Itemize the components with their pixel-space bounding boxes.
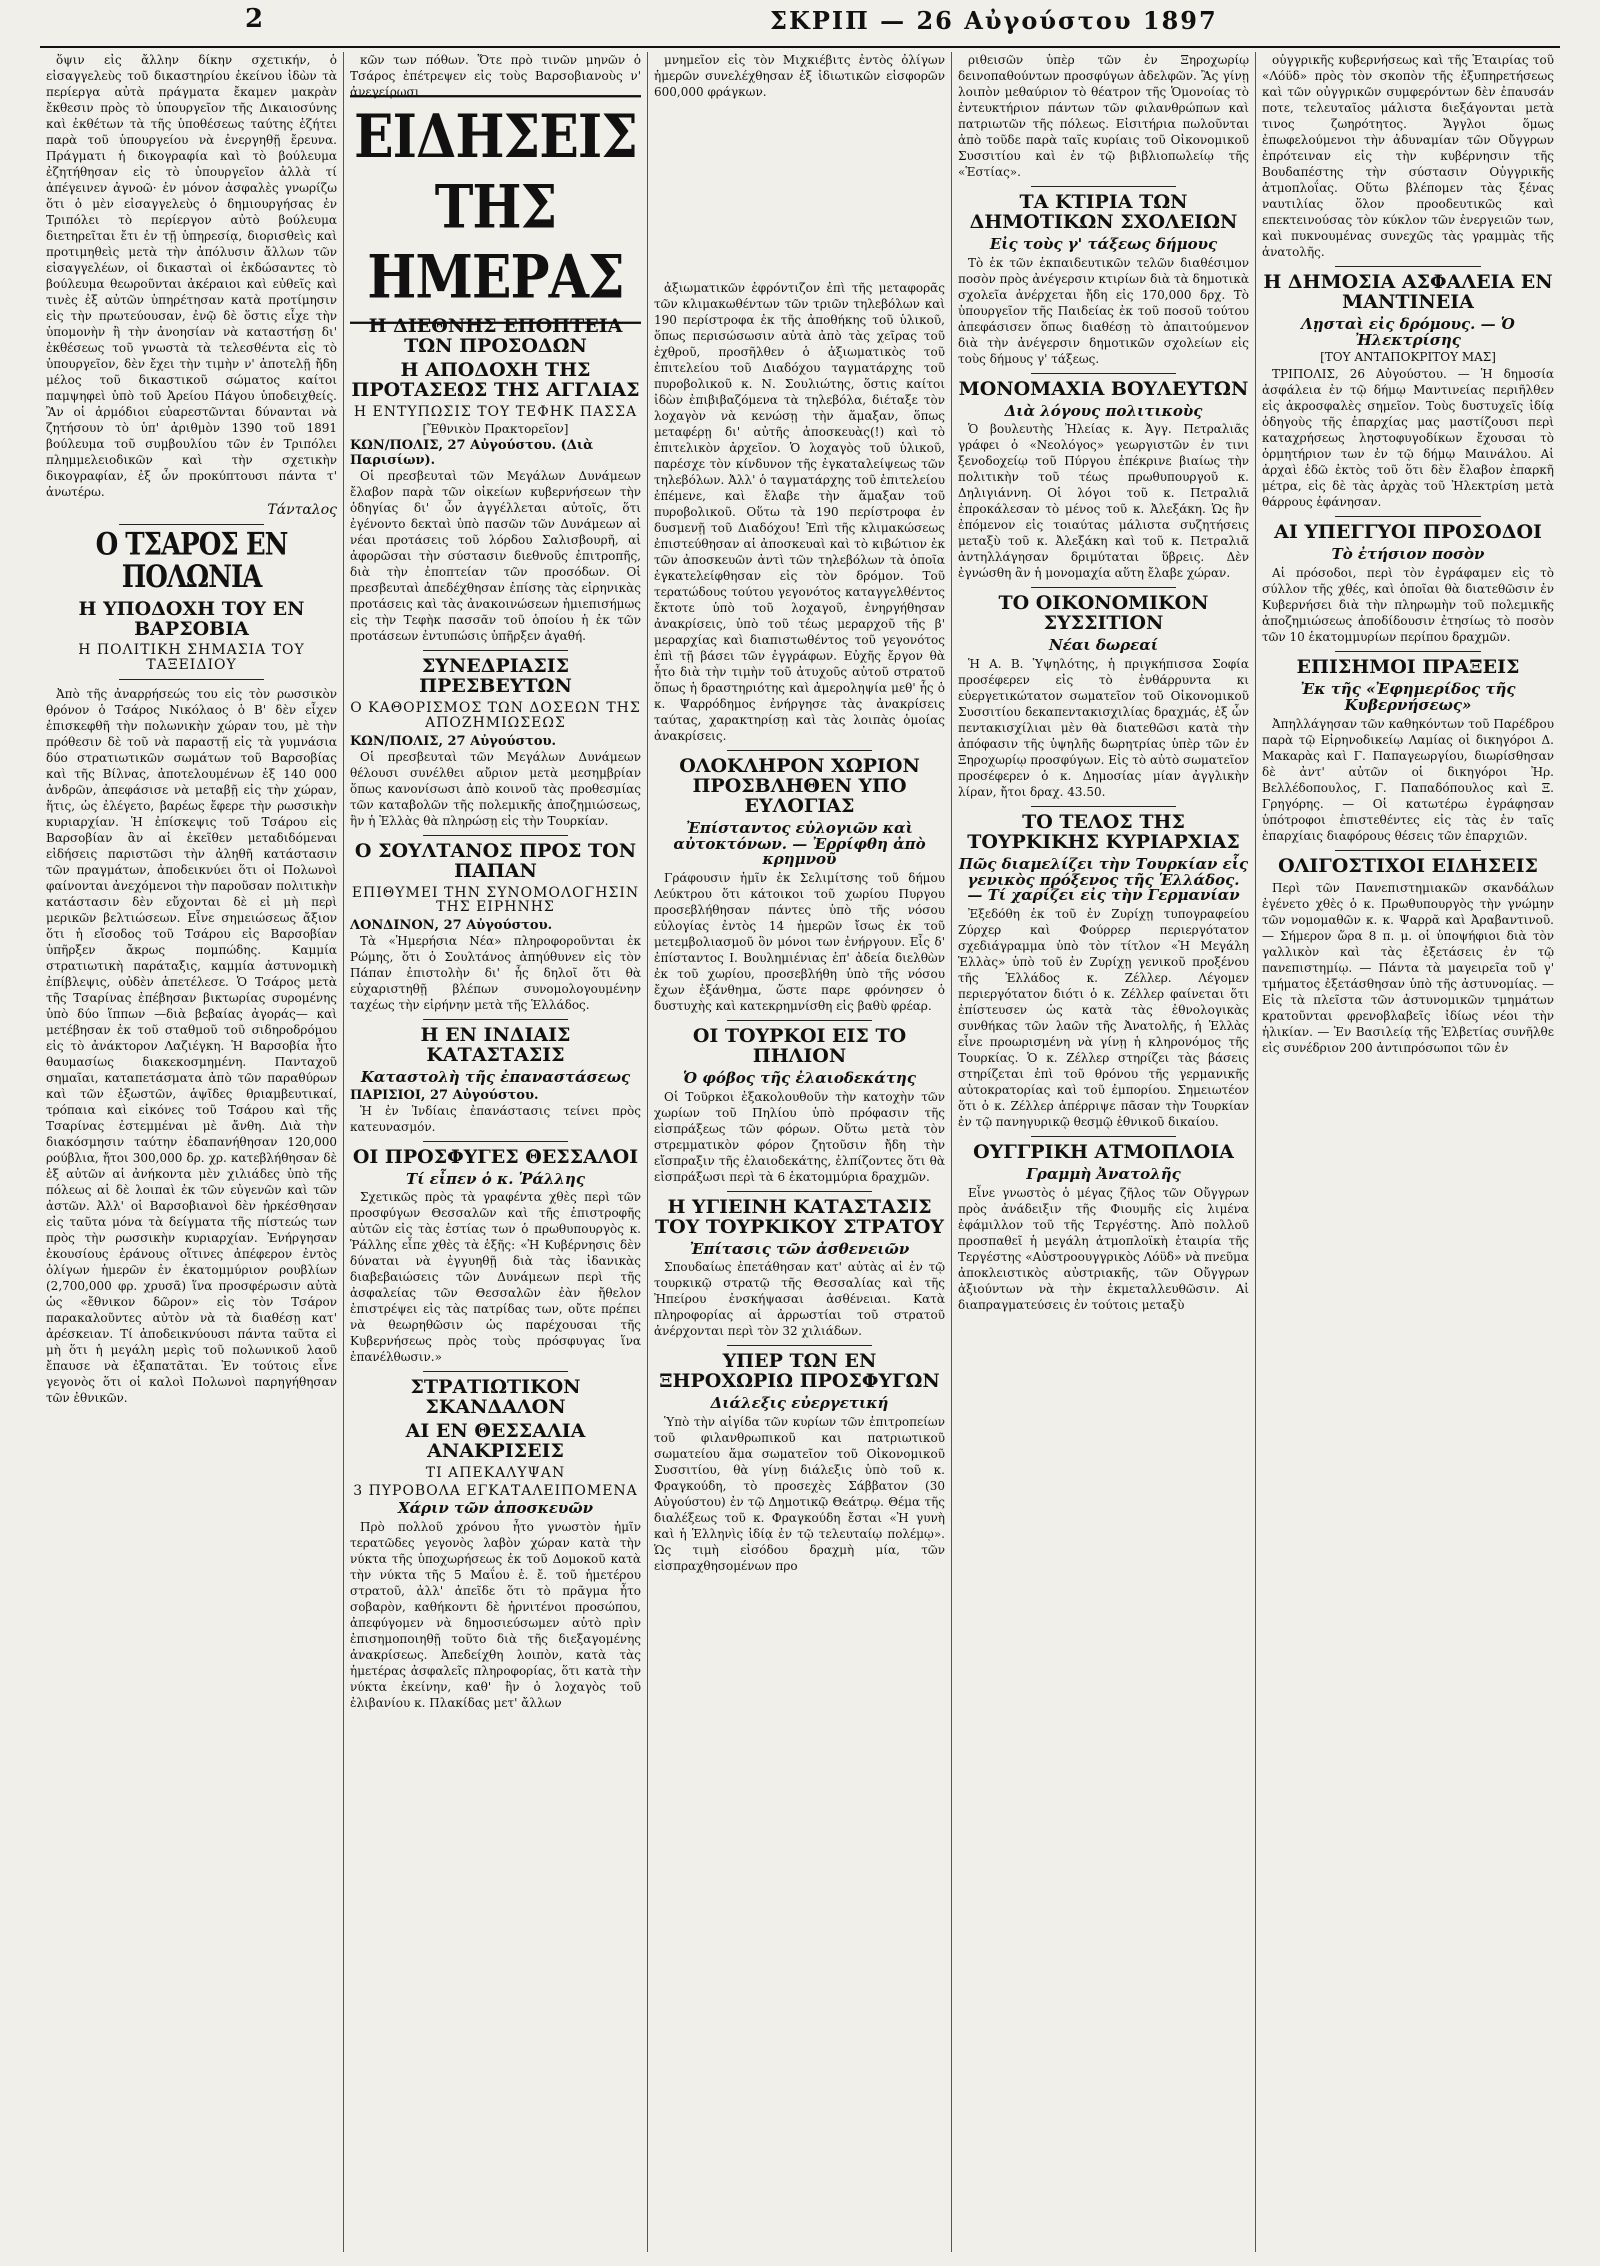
article-headline: Η ΔΙΕΘΝΗΣ ΕΠΟΠΤΕΙΑ ΤΩΝ ΠΡΟΣΟΔΩΝ — [368, 315, 623, 357]
article-subhead: Καταστολὴ τῆς ἐπαναστάσεως — [360, 1067, 631, 1086]
divider — [1335, 266, 1481, 267]
article-subhead: Τί εἶπεν ὁ κ. Ῥάλλης — [406, 1169, 585, 1188]
continued-text: οὐγγρικῆς κυβερνήσεως καὶ τῆς Ἑταιρίας τοῦ «Λόϋδ» πρὸς τὸν σκοπὸν τῆς ἐξυπηρετήσεως καὶ τῶν οὐγγρικῶν συμφερόντων δὲν ἐπαυσάν ποτε, τελευταῖος μάλιστα διεξάγονται μετὰ τινος ζωηρότητος. Ἄγγλοι ὅμως ἐπωφελούμενοι τὴν ἀδυναμίαν τῶν Οὔγγρων ἐπρότειναν εἰς τὴν κυβέρνησιν τῆς Βουδαπέστης τὴν σύστασιν Οὐγγρικῆς ἀτμοπλοΐας. Οὕτω βλέπομεν τὰς ξένας ναυτιλίας ὅλον προοδευτικῶς καὶ επεκτεινούσας τὸν κύκλον τῶν ἐνεργειῶν των, καὶ πυκνουμένας συνεχῶς τὰς γραμμὰς τῆς ἀνατολῆς. — [1262, 53, 1554, 259]
article-headline: ΤΑ ΚΤΙΡΙΑ ΤΩΝ ΔΗΜΟΤΙΚΩΝ ΣΧΟΛΕΙΩΝ — [969, 191, 1238, 233]
divider — [727, 750, 873, 751]
article-headline: ΥΠΕΡ ΤΩΝ ΕΝ ΞΗΡΟΧΩΡΙΩ ΠΡΟΣΦΥΓΩΝ — [659, 1350, 940, 1393]
intro-text: ὅψιν εἰς ἄλλην δίκην σχετικήν, ὁ εἰσαγγελεὺς τοῦ δικαστηρίου ἐκείνου ἰδὼν τὰ περίεργα αὐτὰ πράγματα ἔκαμεν μακρὰν ἔκθεσιν πρὸς τὸ ὑπουργεῖον τῆς Δικαιοσύνης καὶ ἐκθέτων τὰ τῆς ὑποθέσεως ταύτης ἐζήτει παρὰ τοῦ ὑπουργείου νὰ ἐνεργηθῇ ἔρευνα. Πράγματι ἡ δικογραφία καὶ τὸ βούλευμα ἐζητήθησαν εἰς τὸ ὑπουργεῖον ἀλλὰ τί ἀπέγεινεν ἀγνοῶ· ἐν μόνον ἀσφαλὲς γνωρίζω ὅτι ὁ μὲν εἰσαγγελεὺς ὁ δημιουργήσας ἐν Τριπόλει τὸ περίεργον αὐτὸ βούλευμα διετηρεῖται ἔτι ἐν τῇ ὑπηρεσίᾳ, διορισθεὶς καὶ προτιμηθεὶς μετὰ τὴν ἀπόλυσιν ἄλλων τῶν εἰσαγγελέων, οἱ δικασταὶ οἱ ἐκδώσαντες τὸ βούλευμα θεωροῦνται ἀκέραιοι καὶ εὐθεῖς καὶ τινὲς ἐξ αὐτῶν ὑπηρέτησαν κατὰ προτίμησιν εἰς τὴν πρωτεύουσαν, ἐνῷ δὲ ὅστις εἶχε τὴν ὑπομονὴν ἢ τὴν ἀνοησίαν νὰ καταστήσῃ δι' ἐκθέσεως τοῦ γνωστὰ τὰ τελεσθέντα εἰς τὸ ὑπουργεῖον, δὲν ἔχει τὴν τιμὴν ν' ἀποτελῇ ἤδη μέλος τοῦ δικαστικοῦ σώματος καίτοι παμψηφεὶ ὑπὸ τοῦ Ἀρείου Πάγου ὑποδειχθείς. Ἂν οἱ ἁρμόδιοι εὐαρεστῶνται δύνανται νὰ ζητήσουν τὸ ὑπ' ἀριθμὸν 1390 τοῦ 1891 βούλευμα τοῦ συμβουλίου τῶν ἐν Τριπόλει πλημμελειοδικῶν καὶ τὴν σχετικὴν δικογραφίαν, ἐξ ὧν προκύπτουσι πάντα τ' ἀνωτέρω. — [46, 53, 337, 499]
article-headline: ΟΛΙΓΟΣΤΙΧΟΙ ΕΙΔΗΣΕΙΣ — [1278, 854, 1538, 877]
article-subhead: 3 ΠΥΡΟΒΟΛΑ ΕΓΚΑΤΑΛΕΙΠΟΜΕΝΑ — [353, 1482, 638, 1499]
article-body: Γράφουσιν ἡμῖν ἐκ Σελιμίτσης τοῦ δήμου Λεύκτρου ὅτι κάτοικοι τοῦ χωρίου Πυργου προσεβλήθησαν πάντες ὑπὸ τῆς νόσου εὐλογίας ἐντὸς 14 ἡμερῶν ἴσως ἐκ τοῦ μετεμβολιασμοῦ ὃν μόνοι των ἐνήργουν. Εἷς δ' ἐπίσταντος Ι. Βουλημιένιας ἐπ' ἀδεία διελθὼν ἐκ τοῦ χωρίου, προσεβλήθη ὑπὸ τῆς νόσου ἔχων ἐξάνθημα, ὥστε παρε φρόνησεν ὁ δυστυχὴς καὶ κατεκρημνίσθη εἰς βαθὺ φρέαρ. — [654, 871, 945, 1014]
article-subhead: Γραμμὴ Ἀνατολῆς — [1026, 1165, 1181, 1183]
article-headline: ΟΥΓΓΡΙΚΗ ΑΤΜΟΠΛΟΙΑ — [973, 1141, 1234, 1164]
article-subhead: Πῶς διαμελίζει τὴν Τουρκίαν εἷς γενικὸς πρόξενος τῆς Ἑλλάδος. — Τί χαρίζει εἰς τὴν Γερμανίαν — [958, 854, 1249, 905]
article-headline: ΟΙ ΤΟΥΡΚΟΙ ΕΙΣ ΤΟ ΠΗΛΙΟΝ — [692, 1025, 907, 1067]
article-body: Ἡ Α. Β. Ὑψηλότης, ἡ πριγκήπισσα Σοφία προσέφερεν εἰς τὸ ἐνθάρρυντα κι εὐεργετικώτατον σωματεῖον τοῦ Οἰκονομικοῦ Συσσιτίου δεκαπεντακισχιλίας δραχμάς, ἐξ ὧν πεντακισχίλιαι μὲν θὰ διατεθῶσι κατὰ τὴν ἀπόφασιν τῆς ὑψηλῆς δωρητρίας ὑπὲρ τῶν ἐν Ξηροχωρίῳ προσφύγων. Εἰς τὸ αὐτὸ σωματεῖον προσέφερεν ὁ κ. Δημοσίας μίαν ἀγγλικὴν λίραν, ἤτοι δραχ. 43.50. — [958, 656, 1249, 799]
divider — [727, 1345, 873, 1346]
article-subhead: Εἰς τοὺς γ' τάξεως δήμους — [989, 234, 1218, 253]
article-body: Ἀπηλλάγησαν τῶν καθηκόντων τοῦ Παρέδρου παρὰ τῷ Εἰρηνοδικείῳ Λαμίας οἱ δικηγόροι Δ. Μακαρὰς καὶ Γ. Παπαγεωργίου, διωρίσθησαν δὲ ἀντ' αὐτῶν οἱ δικηγόροι Ἠρ. Βελλέδοπουλος, Γ. Παπαδόπουλος καὶ Ξ. Γρηγόρης. — Οἱ κατωτέρω ἐγράφησαν ὑπότροφοι ἐπιστεθέντες εἰς τὰς ἐν ταῖς ἐπαρχίαις διαφόρους θέσεις τῶν ἐπαρχιῶν. — [1262, 716, 1554, 843]
dateline: ΛΟΝΔΙΝΟΝ, 27 Αὐγούστου. — [350, 917, 553, 933]
masthead: ΣΚΡΙΠ — 26 Αὐγούστου 1897 — [770, 6, 1218, 35]
article-subhead: Ὁ φόβος τῆς ἐλαιοδεκάτης — [683, 1068, 916, 1087]
article-body: Οἱ Τοῦρκοι ἐξακολουθοῦν τὴν κατοχὴν τῶν χωρίων τοῦ Πηλίου ὑπὸ πρόφασιν τῆς εἰσπράξεως τῶν φόρων. Οὕτω μετὰ τὸν στρεμματικὸν φόρον ζητοῦσιν ἤδη τὴν εἴσπραξιν τῆς ἐλαιοδεκάτης, ἐλπίζοντες ὅτι θὰ εἰσπράξωσι περὶ τὰ 6 ἑκατομμύρια δραχμῶν. — [654, 1089, 945, 1184]
divider — [1335, 651, 1481, 652]
columns — [40, 52, 1560, 2252]
article-subhead: ΤΙ ΑΠΕΚΑΛΥΨΑΝ — [425, 1465, 566, 1481]
divider — [423, 1019, 569, 1020]
article-subhead: Η ΥΠΟΔΟΧΗ ΤΟΥ ΕΝ ΒΑΡΣΟΒΙΑ — [78, 597, 305, 640]
divider — [1031, 373, 1177, 374]
article-body: Σχετικῶς πρὸς τὰ γραφέντα χθὲς περὶ τῶν προσφύγων Θεσσαλῶν καὶ τῆς ἐπιστροφῆς αὐτῶν εἰς τὰς ἑστίας των ὁ πρωθυπουργὸς κ. Ῥάλλης εἶπε χθὲς τὰ ἑξῆς: «Ἡ Κυβέρνησις δὲν δύναται νὰ ἐγγυηθῇ διὰ τὰς ἰδανικὰς διαβεβαιώσεις τῶν Δυνάμεων περὶ τῆς ἀσφαλείας τῶν Θεσσαλῶν ἐὰν ἤθελον ἐπιστρέψει εἰς τὰς πατρίδας των, οὔτε πρέπει νὰ θεωρηθῶσιν ὡς παρέχουσαι τῆς Κυβερνήσεως πρὸς τοὺς πρόσφυγας ἵνα ἐπανέλθωσιν.» — [350, 1190, 641, 1365]
article-headline: ΟΛΟΚΛΗΡΟΝ ΧΩΡΙΟΝ ΠΡΟΣΒΛΗΘΕΝ ΥΠΟ ΕΥΛΟΓΙΑΣ — [679, 755, 920, 817]
article-headline: ΣΤΡΑΤΙΩΤΙΚΟΝ ΣΚΑΝΔΑΛΟΝ — [410, 1376, 581, 1419]
article-body: ΤΡΙΠΟΛΙΣ, 26 Αὐγούστου. — Ἡ δημοσία ἀσφάλεια ἐν τῷ δήμῳ Μαντινείας περιῆλθεν εἰς ἀκροσφαλὲς σημεῖον. Τοὺς δυστυχεῖς ἰδίᾳ ὁδηγοὺς τῆς ἐπαρχίας μας μαστίζουσι περὶ καταχρήσεως ληστοφυγοδίκων ἔχουσαι τὸ ὁρμητήριον των ἐν τῷ δήμῳ Μαινάλου. Αἱ ἀρχαὶ ἐδῶ ἐκτὸς τοῦ ὅτι δὲν ἔλαβον ἐπαρκῆ μέτρα, εἰς δὲ τὰς ἀρχὰς τοῦ Ἠλεκτρίση μετὰ θάρρους ἐφάνησαν. — [1262, 367, 1554, 510]
article-body: Τὸ ἐκ τῶν ἐκπαιδευτικῶν τελῶν διαθέσιμον ποσὸν πρὸς ἀνέγερσιν κτιρίων διὰ τὰ δημοτικὰ σχολεῖα ἀνέρχεται ἤδη εἰς 170,000 δρχ. Τὸ ὑπουργεῖον τῆς Παιδείας ἐκ τοῦ ποσοῦ τούτου ἀπεφάσισεν ὅπως διαθέσῃ τὸ ἀπαιτούμενον διὰ τὴν ἀνέγερσιν δημοτικῶν σχολείων εἰς τοὺς δήμους γ' τάξεως. — [958, 255, 1249, 366]
article-subhead: Ἐκ τῆς «Ἐφημερίδος τῆς Κυβερνήσεως» — [1300, 680, 1516, 714]
article-body: Ἀπὸ τῆς ἀναρρήσεώς του εἰς τὸν ρωσσικὸν θρόνον ὁ Τσάρος Νικόλαος ὁ Β' δὲν εἶχεν ἐπισκεφθῆ τὴν πολωνικὴν χώραν του, μὲ τὴν πρόθεσιν δὲ τοῦ νὰ παραστῇ εἰς τὰ γυμνάσια δύο στρατιωτικῶν σωμάτων τοῦ Βαρσοβίας καὶ τῆς Βίλνας, ἀποτελουμένων ἐξ 140 000 ἀνδρῶν, ἀπεφάσισε νὰ μεταβῇ εἰς τὴν χώραν, ἥτις, ὡς ἐλέγετο, βαρέως ἔφερε τὴν ρωσσικὴν κυριαρχίαν. Ἡ ἐπίσκεψις τοῦ Τσάρου εἰς Βαρσοβίαν ἂν αἱ ἐκεῖθεν μεταδιδόμεναι εἰδήσεις παριστῶσι τὴν ἀληθῆ κατάστασιν τῶν πραγμάτων, ἀποδεικνύει ὅτι οἱ Πολωνοὶ φαίνονται ἀνεχόμενοι τὴν παροῦσαν πολιτικὴν κατάστασιν δὲν εὔχονται δὲ εἰ μὴ περὶ μερικῶν βελτιώσεων. Εἶνε σημειώσεως ἄξιον ὅτι ἡ εἴσοδος τοῦ Τσάρου εἰς Βαρσοβίαν ὑπῆρξεν ἄκρως πομπώδης. Καμμία στρατιωτικὴ παράταξις, καμμία ἀστυνομικὴ ἐπίβλεψις, οὐδὲν ἀπετέλεσε. Ὁ Τσάρος μετὰ τῆς Τσαρίνας ἐπέβησαν βικτωρίας συρομένης ὑπὸ δύο ἵππων —διὰ βεβαίας ἀγοράς— καὶ μετέβησαν ἐκ τοῦ σταθμοῦ τοῦ σιδηροδρόμου εἰς τὸ ἀνάκτορον Λαζιέγκη. Ἡ Βαρσοβία ἦτο θαυμασίως διακεκοσμημένη. Πανταχοῦ σημαῖαι, καταπετάσματα ἀπὸ τῶν παραθύρων καὶ τῶν ἐξωστῶν, ἁψῖδες θριαμβευτικαί, τρόπαια καὶ εἰκόνες τοῦ Τσάρου καὶ τῆς Τσαρίνας ἐστεμμέναι μὲ ἄνθη. Διὰ τὴν διακόσμησιν ταύτην ἐδαπανήθησαν 120,000 ρούβλια, ἤτοι 300,000 δρ. χρ. κατεβλήθησαν δὲ ἐξ αὐτῶν αἱ ἀνήκοντα μὲν χιλιάδες ὑπὸ τῆς πόλεως αἱ δὲ λοιπαὶ ἐκ τῶν εὐγενῶν καὶ τῶν ἀστῶν. Ἀλλ' οἱ Βαρσοβιανοὶ δὲν ἠρκέσθησαν εἰς ταῦτα μόνα τὰ δείγματα τῆς πίστεώς των πρὸς τὴν ρωσσικὴν κυριαρχίαν. Ἐνήργησαν ἐκουσίους ἐράνους οἵτινες ἀπέφερον ἐντὸς ὀλίγων ἡμερῶν ἐν ἑκατομμύριον ρουβλίων (2,700,000 φρ. χρυσᾶ) ἵνα προσφέρωσιν αὐτὰ ὡς «ἔθνικον δῶρον» εἰς τὸν Τσάρον παρακαλοῦντες αὐτὸν νὰ τὰ διαθέσῃ κατ' ἀρέσκειαν. Τί ἀποδεικνύουσι πάντα ταῦτα εἰ μὴ ὅτι ἡ μεγάλη μερὶς τοῦ πολωνικοῦ λαοῦ ἔπαυσε νὰ ἐξαπατᾶται. Ἐν τούτοις εἶνε γεγονὸς ὅτι οἱ καλοὶ Πολωνοὶ παρηγήθησαν τῶν ἐθνικῶν. — [46, 686, 337, 1405]
page-header — [40, 0, 1560, 48]
divider — [1335, 516, 1481, 517]
signature: Τάνταλος — [267, 502, 337, 518]
article-body: Περὶ τῶν Πανεπιστημιακῶν σκανδάλων ἐγένετο χθὲς ὁ κ. Πρωθυπουργὸς τὴν γνώμην τῶν νομομαθῶν κ. κ. Ψαρρᾶ καὶ Ἀραβαντινοῦ. — Σήμερον ὥρα 8 π. μ. οἱ ὑποψήφιοι διὰ τὸν γαλλικὸν καὶ τὰς ἐξετάσεις ἐν τῷ πανεπιστημίῳ. — Πάντα τὰ μαγειρεῖα τοῦ γ' τμήματος ἐξετάσθησαν ὑπὸ τῆς ἀστυνομίας. — Εἰς τὰ πλεῖστα τῶν ἀστυνομικῶν τμημάτων κρατοῦνται φρενοβλαβεῖς ἰδίως νέοι τὴν ἡλικίαν. — Ἐν Βασιλείᾳ τῆς Ἑλβετίας συνῆλθε εἰς συνέδριον 200 ἀντιπρόσωποι τῶν ἐν — [1262, 881, 1554, 1056]
article-body: Ὁ βουλευτὴς Ἠλείας κ. Ἀγγ. Πετραλιᾶς γράφει ὁ «Νεολόγος» γεωργιστῶν ἐν τινι ξενοδοχείῳ τοῦ Πύργου ἐπέκρινε βιαίως τὴν πολιτικὴν τοῦ τέως πρωθυπουργοῦ κ. Δηλιγιάννη. Οἱ λόγοι τοῦ κ. Πετραλιᾶ ἐπροκάλεσαν τὸ μένος τοῦ κ. Ἀλεξάκη. Ὡς ἢν ἐπόμενον εἰς τοιαύτας μάλιστα συζητήσεις μεταξὺ τοῦ κ. Ἀλεξάκη καὶ τοῦ κ. Πετραλιᾶ ἀντηλλάγησαν δριμύταται ὕβρεις. Δὲν ἐγνώσθη ἂν ἡ μονομαχία αὕτη ἔλαβε χώραν. — [958, 422, 1249, 581]
article-headline: ΟΙ ΠΡΟΣΦΥΓΕΣ ΘΕΣΣΑΛΟΙ — [352, 1145, 639, 1168]
divider — [119, 524, 265, 525]
article-headline: Ο ΤΣΑΡΟΣ ΕΝ ΠΟΛΩΝΙΑ — [95, 527, 288, 596]
divider — [1031, 587, 1177, 588]
article-headline: ΑΙ ΥΠΕΓΓΥΟΙ ΠΡΟΣΟΔΟΙ — [1274, 521, 1542, 544]
article-subhead: Χάριν τῶν ἀποσκευῶν — [397, 1499, 594, 1518]
article-body: Οἱ πρεσβευταὶ τῶν Μεγάλων Δυνάμεων ἔλαβον παρὰ τῶν οἰκείων κυβερνήσεων τὴν ὁδηγίας δι' ὧν ἀγγέλλεται αὐτοῖς, ὅτι ἐγένοντο δεκταὶ ὑπὸ πασῶν τῶν Δυνάμεων αἱ νέαι προτάσεις τοῦ λόρδου Σαλισβουρῆ, αἱ ἀφορῶσαι τὴν σύστασιν διεθνοῦς ἐπιτροπῆς, διὰ τὴν ἐποπτείαν τῶν προσόδων. Οἱ πρεσβευταὶ ἀπεδέχθησαν ἐπίσης τὰς εἰρηνικὰς προτάσεις καὶ τὰς ἀνακοινώσεων ἡμιεπισήμως εἰς τὴν Τεφὴκ πασσᾶν τοῦ ὁποίου ἡ ἐκ τῶν προτάσεων ἐντυπώσις ὑπῆρξεν ἀγαθή. — [350, 469, 641, 644]
article-body: Τὰ «Ἡμερήσια Νέα» πληροφοροῦνται ἐκ Ρώμης, ὅτι ὁ Σουλτάνος ἀπηύθυνεν εἰς τὸν Πάπαν ἐπιστολὴν δι' ἧς δηλοῖ ὅτι θὰ εὐχαριστηθῇ βλέπων συνομολογουμένην ταχέως τὴν εἰρήνην μετὰ τῆς Ἑλλάδος. — [350, 933, 641, 1012]
column-2 — [344, 52, 648, 2252]
dateline: ΚΩΝ/ΠΟΛΙΣ, 27 Αὐγούστου. — [350, 733, 557, 749]
article-subhead: Νέαι δωρεαί — [1048, 636, 1159, 655]
article-headline: Η ΕΝ ΙΝΔΙΑΙΣ ΚΑΤΑΣΤΑΣΙΣ — [420, 1023, 571, 1066]
article-headline: ΣΥΝΕΔΡΙΑΣΙΣ ΠΡΕΣΒΕΥΤΩΝ — [419, 655, 572, 698]
divider — [1031, 806, 1177, 807]
article-subhead: Λῃσταὶ εἰς δρόμους. — Ὁ Ἠλεκτρίσης — [1301, 314, 1515, 349]
article-headline: ΜΟΝΟΜΑΧΙΑ ΒΟΥΛΕΥΤΩΝ — [958, 377, 1249, 400]
article-subhead: Η ΠΟΛΙΤΙΚΗ ΣΗΜΑΣΙΑ ΤΟΥ ΤΑΞΕΙΔΙΟΥ — [78, 642, 305, 674]
article-body: Ἐξεδόθη ἐκ τοῦ ἐν Ζυρίχῃ τυπογραφείου Ζύρχερ καὶ Φούρρερ περιεργότατον σχεδιάγραμμα ὑπὸ τὸν τίτλον «Ἡ Μεγάλη Ἑλλὰς» ὑπὸ τοῦ ἐν Ζυρίχῃ γενικοῦ προξένου τῆς Ἑλλάδος κ. Ζέλλερ. Λέγομεν περιεργότατον διότι ὁ κ. Ζέλλερ φαίνεται ὅτι ἐπίστευσεν ὡς κατὰ τὰς ἐθνολογικὰς συνθήκας τῶν λαῶν τῆς Ἀνατολῆς, ἡ Ἑλλὰς εἶνε προωρισμένη νὰ γίνῃ ἡ κληρονόμος τῆς Τουρκίας. Ὁ κ. Ζέλλερ στηρίζει τὰς βάσεις στηρίζεται ἐπὶ τοῦ θρόνου τῆς γερμανικῆς αὐτοκρατορίας καὶ τοῦ ἐμπορίου. Σημειωτέον ὅτι ὁ κ. Ζέλλερ ἀπέρριψε πᾶσαν τὴν Τουρκίαν ἐν τῷ πανηγυρικῷ θεσμῷ ἐθνικοῦ δικαίου. — [958, 907, 1249, 1130]
continued-text: ριθεισῶν ὑπὲρ τῶν ἐν Ξηροχωρίῳ δεινοπαθούντων προσφύγων ἀδελφῶν. Ἂς γίνῃ λοιπὸν μεθαύριον τὸ θέατρον τῆς Ὁμονοίας τὸ ἐντευκτήριον πάντων τῶν φιλανθρώπων καὶ πατριωτῶν τῆς πόλεως. Εἰσιτήρια πωλοῦνται ἀπὸ τοῦδε παρὰ ταῖς κυρίαις τοῦ Οἰκονομικοῦ Συσσιτίου καὶ ἐν τῷ βιβλιοπωλείῳ τῆς «Ἑστίας». — [958, 53, 1249, 179]
column-5 — [1256, 52, 1560, 2252]
article-body: Ἡ ἐν Ἰνδίαις ἐπανάστασις τείνει πρὸς κατευνασμόν. — [350, 1103, 641, 1134]
article-subhead: ΕΠΙΘΥΜΕΙ ΤΗΝ ΣΥΝΟΜΟΛΟΓΗΣΙΝ ΤΗΣ ΕΙΡΗΝΗΣ — [351, 884, 640, 916]
article-subhead: Η ΕΝΤΥΠΩΣΙΣ ΤΟΥ ΤΕΦΗΚ ΠΑΣΣΑ — [353, 403, 638, 420]
divider — [119, 679, 265, 680]
article-body: Αἱ πρόσοδοι, περὶ τὸν ἐγράφαμεν εἰς τὸ σύλλον τῆς χθές, καὶ ὁποῖαι θὰ διατεθῶσιν ἐν Κυβερνήσει διὰ τὴν πληρωμὴν τοῦ πολεμικῆς ἀποζημιώσεως ἀποδίδουσιν ἐτησίως τὸ ποσὸν τῶν 10 ἑκατομμυρίων περίπου δραχμῶν. — [1262, 566, 1554, 645]
article-body: Οἱ πρεσβευταὶ τῶν Μεγάλων Δυνάμεων θέλουσι συνέλθει αὔριον μετὰ μεσημβρίαν ὅπως κανονίσωσι ἀπὸ κοινοῦ τὰς προθεσμίας τῶν καταβολῶν τῆς πολεμικῆς ἀποζημιώσεως, ἣν ἡ Ἑλλὰς θὰ πληρώσῃ εἰς τὴν Τουρκίαν. — [350, 749, 641, 828]
divider — [423, 835, 569, 836]
article-body: Σπουδαίως ἐπετάθησαν κατ' αὐτὰς αἱ ἐν τῷ τουρκικῷ στρατῷ τῆς Θεσσαλίας καὶ τῆς Ἠπείρου ἐνσκήψασαι ἀσθένειαι. Κατὰ πληροφορίας αἱ ἀρρωστίαι τοῦ στρατοῦ ἀνέρχονται περὶ τὸν 32 χιλιάδων. — [654, 1260, 945, 1339]
article-body: Ὑπὸ τὴν αἰγίδα τῶν κυρίων τῶν ἐπιτροπείων τοῦ φιλανθρωπικοῦ και πατριωτικοῦ σωματείου ἅμα σωματεῖον τοῦ Οἰκονομικοῦ Συσσιτίου, θὰ γίνῃ διάλεξις ὑπὸ τοῦ κ. Φραγκούδη, τὸ προσεχὲς Σάββατον (30 Αὐγούστου) ἐν τῷ Δημοτικῷ Θεάτρῳ. Θέμα τῆς διαλέξεως τοῦ κ. Φραγκούδη ἔσται «Ἡ γυνὴ καὶ ἡ Ἑλληνὶς ἰδίᾳ ἐν τῷ τελευταίῳ πολέμῳ». Ὡς τιμὴ εἰσόδου δραχμὴ μία, τῶν εἰσπραχθησομένων προ — [654, 1414, 945, 1573]
article-subhead: Διάλεξις εὐεργετική — [710, 1394, 889, 1413]
article-headline: Ο ΣΟΥΛΤΑΝΟΣ ΠΡΟΣ ΤΟΝ ΠΑΠΑΝ — [354, 839, 637, 882]
news-source: [ΤΟΥ ΑΝΤΑΠΟΚΡΙΤΟΥ ΜΑΣ] — [1320, 350, 1496, 365]
divider — [423, 1371, 569, 1372]
column-1 — [40, 52, 344, 2252]
article-subhead: Η ΑΠΟΔΟΧΗ ΤΗΣ ΠΡΟΤΑΣΕΩΣ ΤΗΣ ΑΓΓΛΙΑΣ — [351, 358, 640, 401]
divider — [727, 1020, 873, 1021]
divider — [423, 1141, 569, 1142]
article-subhead: Τὸ ἐτήσιον ποσὸν — [1331, 545, 1485, 564]
article-subhead: ΑΙ ΕΝ ΘΕΣΣΑΛΙΑ ΑΝΑΚΡΙΣΕΙΣ — [405, 1420, 586, 1463]
article-body: Πρὸ πολλοῦ χρόνου ἦτο γνωστὸν ἡμῖν τερατῶδες γεγονὸς λαβὸν χώραν κατὰ τὴν νύκτα τῆς ὑποχωρήσεως ἐκ τοῦ Δομοκοῦ κατὰ τὴν νύκτα τῆς 5 Μαΐου ἐ. ἔ. τοῦ ἡμετέρου στρατοῦ, ἀλλ' ἀπεῖδε ὅτι τὸ πρᾶγμα ἦτο σοβαρὸν, καθήκοντι δὲ ἠρνιτένοι προσώπου, ἀπεφύγομεν νὰ δημοσιεύσωμεν αὐτὸ πρὶν ἐπισημοποιηθῇ τοῦτο διὰ τῆς διεξαγομένης ἀνακρίσεως. Ἀπεδείχθη λοιπὸν, κατὰ τὰς ἡμετέρας ἀσφαλεῖς πληροφορίας, ὅτι κατὰ τὴν νύκτα ἐκείνην, καθ' ἣν ὁ λοχαγὸς τοῦ ἐλιβανίου κ. Πλακίδας μετ' ἄλλων — [350, 1520, 641, 1711]
dateline: ΠΑΡΙΣΙΟΙ, 27 Αὐγούστου. — [350, 1087, 539, 1103]
article-headline: ΤΟ ΟΙΚΟΝΟΜΙΚΟΝ ΣΥΣΣΙΤΙΟΝ — [998, 592, 1209, 635]
column-4 — [952, 52, 1256, 2252]
continued-text: μνημεῖον εἰς τὸν Μιχκιέβιτς ἐντὸς ὀλίγων ἡμερῶν συνελέχθησαν ἐξ ἰδιωτικῶν εἰσφορῶν 600,000 φράγκων. — [654, 53, 945, 99]
article-headline: Η ΔΗΜΟΣΙΑ ΑΣΦΑΛΕΙΑ ΕΝ ΜΑΝΤΙΝΕΙΑ — [1263, 271, 1553, 313]
continued-text: κῶν των πόθων. Ὅτε πρὸ τινῶν μηνῶν ὁ Τσάρος ἐπέτρεψεν εἰς τοὺς Βαρσοβιανοὺς ν' ἀνεγείρωσι — [350, 53, 641, 99]
page-number: 2 — [245, 4, 264, 34]
article-subhead: Ο ΚΑΘΟΡΙΣΜΟΣ ΤΩΝ ΔΟΣΕΩΝ ΤΗΣ ΑΠΟΖΗΜΙΩΣΕΩΣ — [350, 700, 641, 731]
article-body: Εἶνε γνωστὸς ὁ μέγας ζῆλος τῶν Οὔγγρων πρὸς ἀνάδειξιν τῆς Φιουμῆς εἰς λιμένα ἐφάμιλλον τοῦ τῆς Τεργέστης. Ἀπὸ πολλοῦ προσπαθεῖ ἡ μεγάλη ἀτμοπλοϊκὴ ἑταιρία τῆς Τεργέστης «Αὐστροουγγρικὸς Λόϋδ» νὰ πνεῦμα ἀποκλειστικὸς αὐστριακῆς, τῶν Οὔγγρων ἀξιούντων νὰ τὴν ἐκμεταλλευθῶσιν. Αἱ διαπραγματεύσεις ἐν τούτοις μεταξὺ — [958, 1185, 1249, 1312]
article-subhead: Ἐπίτασις τῶν ἀσθενειῶν — [689, 1239, 910, 1258]
article-headline: ΤΟ ΤΕΛΟΣ ΤΗΣ ΤΟΥΡΚΙΚΗΣ ΚΥΡΙΑΡΧΙΑΣ — [967, 810, 1240, 853]
article-subhead: Διὰ λόγους πολιτικοὺς — [1004, 401, 1203, 420]
section-heading: ΕΙΔΗΣΕΙΣ ΤΗΣ ΗΜΕΡΑΣ — [350, 95, 641, 324]
dateline: ΚΩΝ/ΠΟΛΙΣ, 27 Αὐγούστου. (Διὰ Παρισίων). — [350, 438, 594, 469]
divider — [423, 650, 569, 651]
news-source: [Ἔθνικὸν Πρακτορεῖον] — [422, 422, 569, 437]
divider — [1031, 1136, 1177, 1137]
article-headline: Η ΥΓΙΕΙΝΗ ΚΑΤΑΣΤΑΣΙΣ ΤΟΥ ΤΟΥΡΚΙΚΟΥ ΣΤΡΑΤΟΥ — [655, 1195, 944, 1238]
column-3 — [648, 52, 952, 2252]
divider — [1031, 186, 1177, 187]
divider — [727, 1191, 873, 1192]
article-body: ἀξιωματικῶν ἐφρόντιζον ἐπὶ τῆς μεταφορᾶς τῶν κλιμακωθέντων τῶν τριῶν τηλεβόλων καὶ 190 περίστροφα ἐκ τῆς ἀποθήκης τοῦ ὑλικοῦ, ὅπως περισώσωσιν αὐτὰ ἀπὸ τὰς χεῖρας τοῦ ἐχθροῦ, προσῆλθεν ὁ ἀξιωματικὸς τοῦ ἐπιτελείου τοῦ Διαδόχου ταγματάρχης τοῦ πυροβολικοῦ κ. Ν. Σουλιώτης, ὅστις καίτοι ἰδὼν ἐπιβιβαζόμενα τὰ τηλεβόλα, διέταξε τὸν λοχαγὸν νὰ κενώσῃ τὴν ἅμαξαν, ὅπως μεταφέρῃ δι' αὐτῆς ἀποσκευὰς(!) καὶ τὸ ἐπιτελικὸν ἀρχεῖον. Ὁ λοχαγὸς τοῦ ὑλικοῦ, παρέσχε τὸν κίνδυνον τῆς ἐγκαταλείψεως τῶν τηλεβόλων. Ἀλλ' ὁ ταγματάρχης τοῦ ἐπιτελείου ἐπέμενε, καὶ ἔλαβε τὴν ἅμαξαν τοῦ πυροβολικοῦ. Οὕτω τὰ 190 περίστροφα ἐν δυσμενῇ τοῦ Διαδόχου! Ἐπὶ τῆς κλιμακώσεως ἐπιστεύθησαν αἱ ἀποσκευαὶ καὶ τὸ κιβώτιον ἐκ τῶν ἀποσκευῶν ἀντὶ τῶν τηλεβόλων τὰ ὁποῖα ἐγκατελείφθησαν εἰς τὸν δρόμον. Τοῦ τερατώδους τούτου γεγονότος καταγγελθέντος ἔκτοτε ὑπὸ τοῦ λοχαγοῦ, ἐνηργήθησαν ἀνακρίσεις, ὑπὸ τοῦ τέως μεραρχοῦ τῆς β' μεραρχίας καὶ διαπιστωθέντος τοῦ γεγονότος ἐπὶ τῇ βάσει τῶν ἐγγράφων. Εὐχῆς ἔργον θὰ ἦτο διὰ τὴν τιμὴν τοῦ ἀτυχοῦς αὐτοῦ στρατοῦ ὅπως ἡ δραστηριότης καὶ ἀμεροληψία μεθ' ἧς ὁ κ. Ψαρρόδημος ἐνήργησε τὰς ἀνακρίσεις ταύτας, χαρακτηρίσῃ καὶ τὰς λοιπὰς ὁμοίας ἀνακρίσεις. — [654, 281, 945, 743]
article-subhead: Ἐπίσταντος εὐλογιῶν καὶ αὐτοκτόνων. — Ἐρρίφθη ἀπὸ κρημνοῦ — [673, 818, 926, 869]
article-headline: ΕΠΙΣΗΜΟΙ ΠΡΑΞΕΙΣ — [1296, 656, 1520, 679]
divider — [1335, 850, 1481, 851]
